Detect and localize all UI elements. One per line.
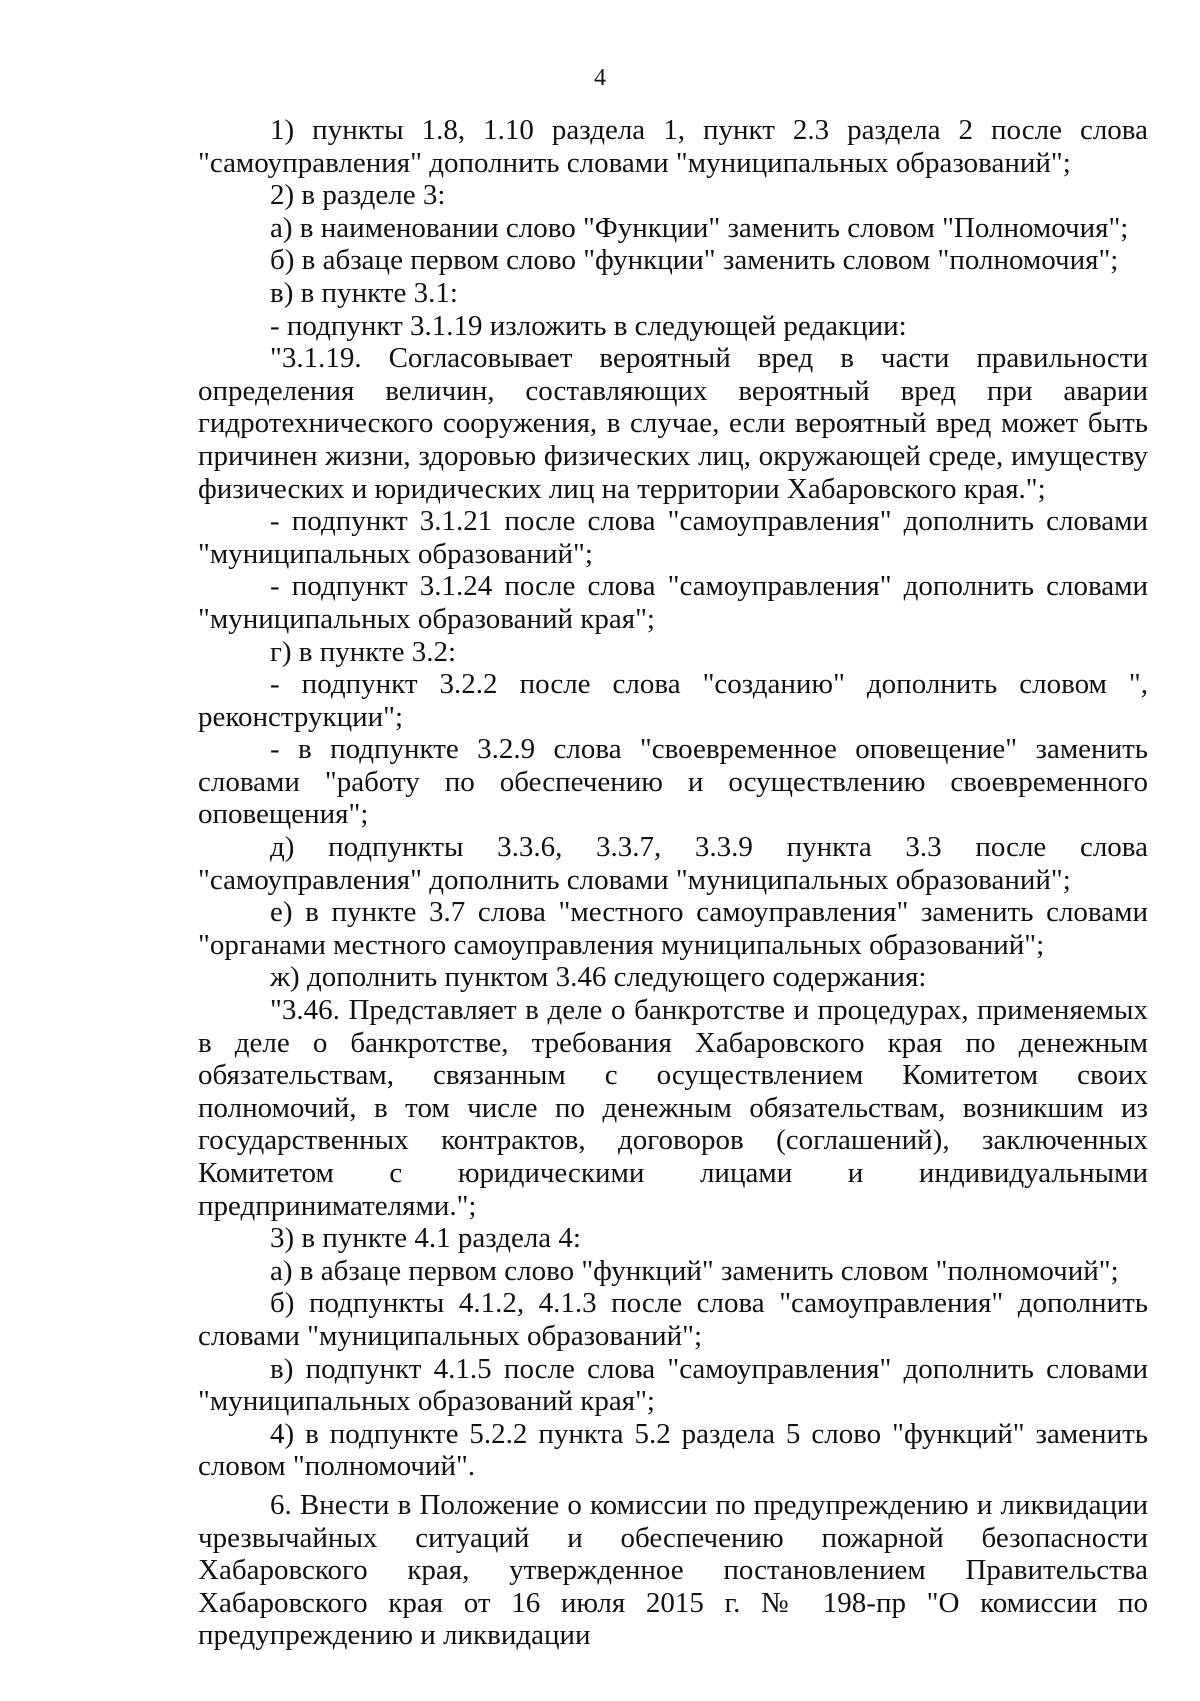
paragraph-2: 2) в разделе 3: xyxy=(270,179,446,212)
paragraph-4: б) в абзаце первом слово "функции" заменить словом "полномочия"; xyxy=(270,244,1119,277)
paragraph-6: - подпункт 3.1.19 изложить в следующей редакции: xyxy=(270,309,907,342)
page-number: 4 xyxy=(594,65,606,91)
paragraph-9: - подпункт 3.1.24 после слова "самоуправления" дополнить словами "муниципальных образований края"; xyxy=(198,570,1148,635)
paragraph-3: а) в наименовании слово "Функции" заменить словом "Полномочия"; xyxy=(270,211,1129,244)
paragraph-11: - подпункт 3.2.2 после слова "созданию" дополнить словом ", реконструкции"; xyxy=(198,668,1148,733)
paragraph-1: 1) пункты 1.8, 1.10 раздела 1, пункт 2.3 раздела 2 после слова "самоуправления" дополнить словами "муниципальных образований"; xyxy=(198,114,1148,179)
paragraph-21: 4) в подпункте 5.2.2 пункта 5.2 раздела 5 слово "функций" заменить словом "полномочий". xyxy=(198,1417,1148,1483)
paragraph-22: 6. Внести в Положение о комиссии по предупреждению и ликвидации чрезвычайных ситуаций и обеспечению пожарной безопасности Хабаровского края, утвержденное постановлением Правительства Хабаровского края от 16 июля 2015 г. № 198-пр "О комиссии по предупреждению и ликвидации xyxy=(198,1488,1148,1652)
paragraph-12: - в подпункте 3.2.9 слова "своевременное оповещение" заменить словами "работу по обеспечению и осуществлению своевременного оповещения"; xyxy=(198,733,1148,831)
paragraph-5: в) в пункте 3.1: xyxy=(270,276,458,309)
paragraph-16: "3.46. Представляет в деле о банкротстве и процедурах, применяемых в деле о банкротстве, требования Хабаровского края по денежным обязательствам, связанным с осуществлением Комитетом своих полномочий, в том числе по денежным обязательствам, возникшим из государственных контрактов, договоров (соглашений), заключенных Комитетом с юридическими лицами и индивидуальными предпринимателями."; xyxy=(198,994,1148,1222)
paragraph-20: в) подпункт 4.1.5 после слова "самоуправления" дополнить словами "муниципальных образований края"; xyxy=(198,1352,1148,1418)
paragraph-19: б) подпункты 4.1.2, 4.1.3 после слова "самоуправления" дополнить словами "муниципальных образований"; xyxy=(198,1287,1148,1352)
paragraph-18: а) в абзаце первом слово "функций" заменить словом "полномочий"; xyxy=(270,1254,1119,1287)
paragraph-10: г) в пункте 3.2: xyxy=(270,635,457,668)
paragraph-7: "3.1.19. Согласовывает вероятный вред в части правильности определения величин, составляющих вероятный вред при аварии гидротехнического сооружения, в случае, если вероятный вред может быть причинен жизни, здоровью физических лиц, окружающей среде, имуществу физических и юридических лиц на территории Хабаровского края."; xyxy=(198,342,1148,505)
paragraph-8: - подпункт 3.1.21 после слова "самоуправления" дополнить словами "муниципальных образований"; xyxy=(198,505,1148,570)
paragraph-17: 3) в пункте 4.1 раздела 4: xyxy=(270,1222,581,1255)
paragraph-14: е) в пункте 3.7 слова "местного самоуправления" заменить словами "органами местного самоуправления муниципальных образований"; xyxy=(198,896,1148,961)
paragraph-15: ж) дополнить пунктом 3.46 следующего содержания: xyxy=(270,961,927,994)
paragraph-13: д) подпункты 3.3.6, 3.3.7, 3.3.9 пункта 3.3 после слова "самоуправления" дополнить словами "муниципальных образований"; xyxy=(198,831,1148,896)
document-body xyxy=(198,114,1148,1652)
